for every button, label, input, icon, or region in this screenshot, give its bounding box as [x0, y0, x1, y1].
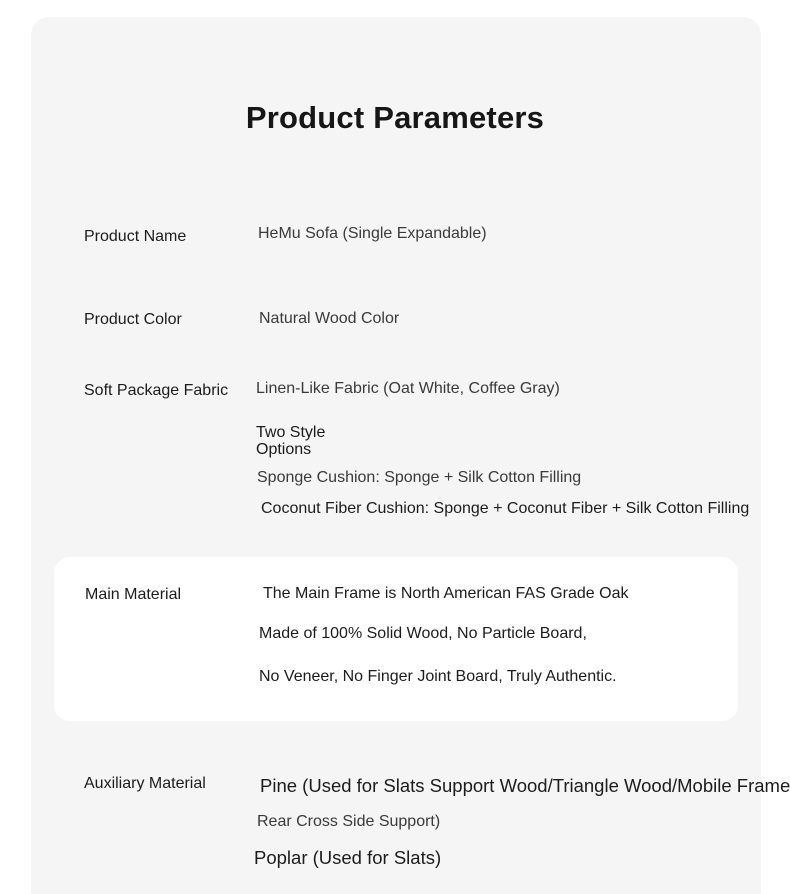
- product-name-label: Product Name: [84, 228, 187, 245]
- auxiliary-material-line-3: Poplar (Used for Slats): [254, 847, 442, 868]
- style-options-label: Two Style Options: [256, 424, 326, 458]
- soft-package-fabric-value: Linen-Like Fabric (Oat White, Coffee Gray): [256, 380, 560, 397]
- page-title: Product Parameters: [245, 100, 545, 135]
- coconut-fiber-cushion-option: Coconut Fiber Cushion: Sponge + Coconut Fiber + Silk Cotton Filling: [261, 500, 750, 517]
- auxiliary-material-label: Auxiliary Material: [84, 775, 206, 792]
- product-color-label: Product Color: [84, 311, 182, 328]
- auxiliary-material-line-1: Pine (Used for Slats Support Wood/Triangle Wood/Mobile Frame: [260, 775, 790, 796]
- main-material-line-1: The Main Frame is North American FAS Grade Oak: [263, 585, 629, 602]
- product-parameters-card: [31, 17, 761, 894]
- main-material-line-3: No Veneer, No Finger Joint Board, Truly Authentic.: [259, 668, 617, 685]
- main-material-line-2: Made of 100% Solid Wood, No Particle Board,: [259, 625, 587, 642]
- sponge-cushion-option: Sponge Cushion: Sponge + Silk Cotton Filling: [257, 469, 582, 486]
- product-name-value: HeMu Sofa (Single Expandable): [258, 225, 487, 242]
- soft-package-fabric-label: Soft Package Fabric: [84, 382, 229, 399]
- main-material-label: Main Material: [85, 586, 182, 603]
- auxiliary-material-line-2: Rear Cross Side Support): [257, 813, 441, 830]
- product-color-value: Natural Wood Color: [259, 310, 400, 327]
